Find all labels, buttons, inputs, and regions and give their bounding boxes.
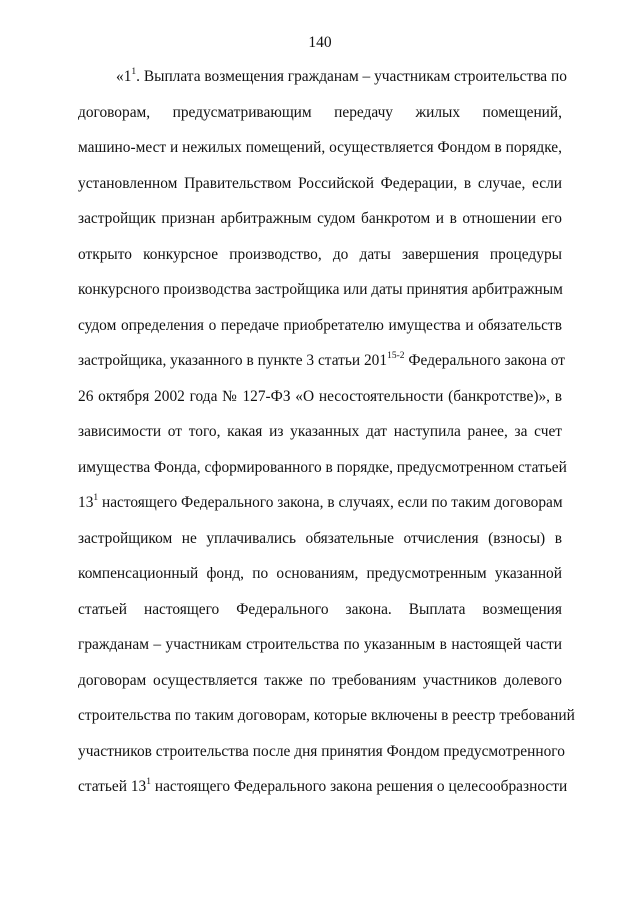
- text-line: [78, 776, 568, 812]
- text-run: застройщик признан арбитражным судом банкротом и в отношении его: [78, 210, 562, 227]
- text-run: зависимости от того, какая из указанных дат наступила ранее, за счет: [78, 423, 562, 440]
- text-line: [78, 670, 562, 706]
- text-run: договорам, предусматривающим передачу жилых помещений,: [78, 103, 562, 121]
- text-line: [78, 315, 562, 351]
- text-line: [78, 386, 562, 422]
- text-line: [78, 173, 562, 209]
- text-line: [78, 741, 565, 777]
- body-paragraph: [78, 66, 575, 812]
- text-line: [78, 563, 562, 599]
- text-line: [78, 102, 562, 138]
- text-run: участников строительства после дня принятия Фондом предусмотренного: [78, 742, 565, 760]
- text-line: [78, 705, 575, 741]
- text-run: настоящего Федерального закона, в случаях, если по таким договорам: [98, 494, 563, 511]
- text-line: [78, 350, 565, 386]
- text-line: [78, 279, 562, 315]
- superscript-index: 1: [146, 776, 151, 787]
- text-line: [78, 421, 562, 457]
- text-run: гражданам – участникам строительства по указанным в настоящей части: [78, 636, 562, 653]
- superscript-index: 1: [93, 492, 99, 503]
- text-run: . Выплата возмещения гражданам – участникам строительства по: [136, 68, 567, 85]
- text-run: застройщика, указанного в пункте 3 статьи 201: [78, 352, 388, 369]
- text-run: Федерального закона от: [404, 352, 565, 369]
- text-run: 13: [78, 494, 94, 511]
- text-line: [78, 528, 562, 564]
- text-run: статьей настоящего Федерального закона. Выплата возмещения: [78, 600, 562, 618]
- text-run: договорам осуществляется также по требованиям участников долевого: [78, 671, 562, 689]
- text-line: [78, 599, 562, 635]
- text-run: открыто конкурсное производство, до даты завершения процедуры: [78, 245, 562, 263]
- superscript-index: 1: [131, 66, 137, 77]
- text-line: [78, 634, 562, 670]
- page-number: 140: [308, 34, 332, 51]
- text-line: [78, 244, 562, 280]
- text-run: статьей 13: [78, 778, 147, 795]
- text-run: машино-мест и нежилых помещений, осуществляется Фондом в порядке,: [78, 139, 562, 156]
- text-run: «1: [116, 68, 132, 85]
- text-run: 26 октября 2002 года № 127-ФЗ «О несостоятельности (банкротстве)», в: [78, 387, 562, 405]
- text-run: имущества Фонда, сформированного в порядке, предусмотренном статьей: [78, 458, 567, 476]
- text-line: [78, 208, 562, 244]
- text-line: [78, 137, 562, 173]
- text-run: судом определения о передаче приобретателю имущества и обязательств: [78, 316, 562, 334]
- text-run: компенсационный фонд, по основаниям, предусмотренным указанной: [78, 565, 562, 582]
- text-line: [78, 66, 567, 102]
- text-run: застройщиком не уплачивались обязательные отчисления (взносы) в: [78, 529, 562, 547]
- text-run: настоящего Федерального закона решения о целесообразности: [150, 778, 568, 795]
- text-run: конкурсного производства застройщика или даты принятия арбитражным: [78, 281, 563, 298]
- text-line: [78, 492, 562, 528]
- text-run: установленном Правительством Российской Федерации, в случае, если: [78, 174, 562, 192]
- text-run: строительства по таким договорам, которые включены в реестр требований: [78, 707, 575, 724]
- superscript-index: 15-2: [387, 350, 405, 361]
- text-line: [78, 457, 567, 493]
